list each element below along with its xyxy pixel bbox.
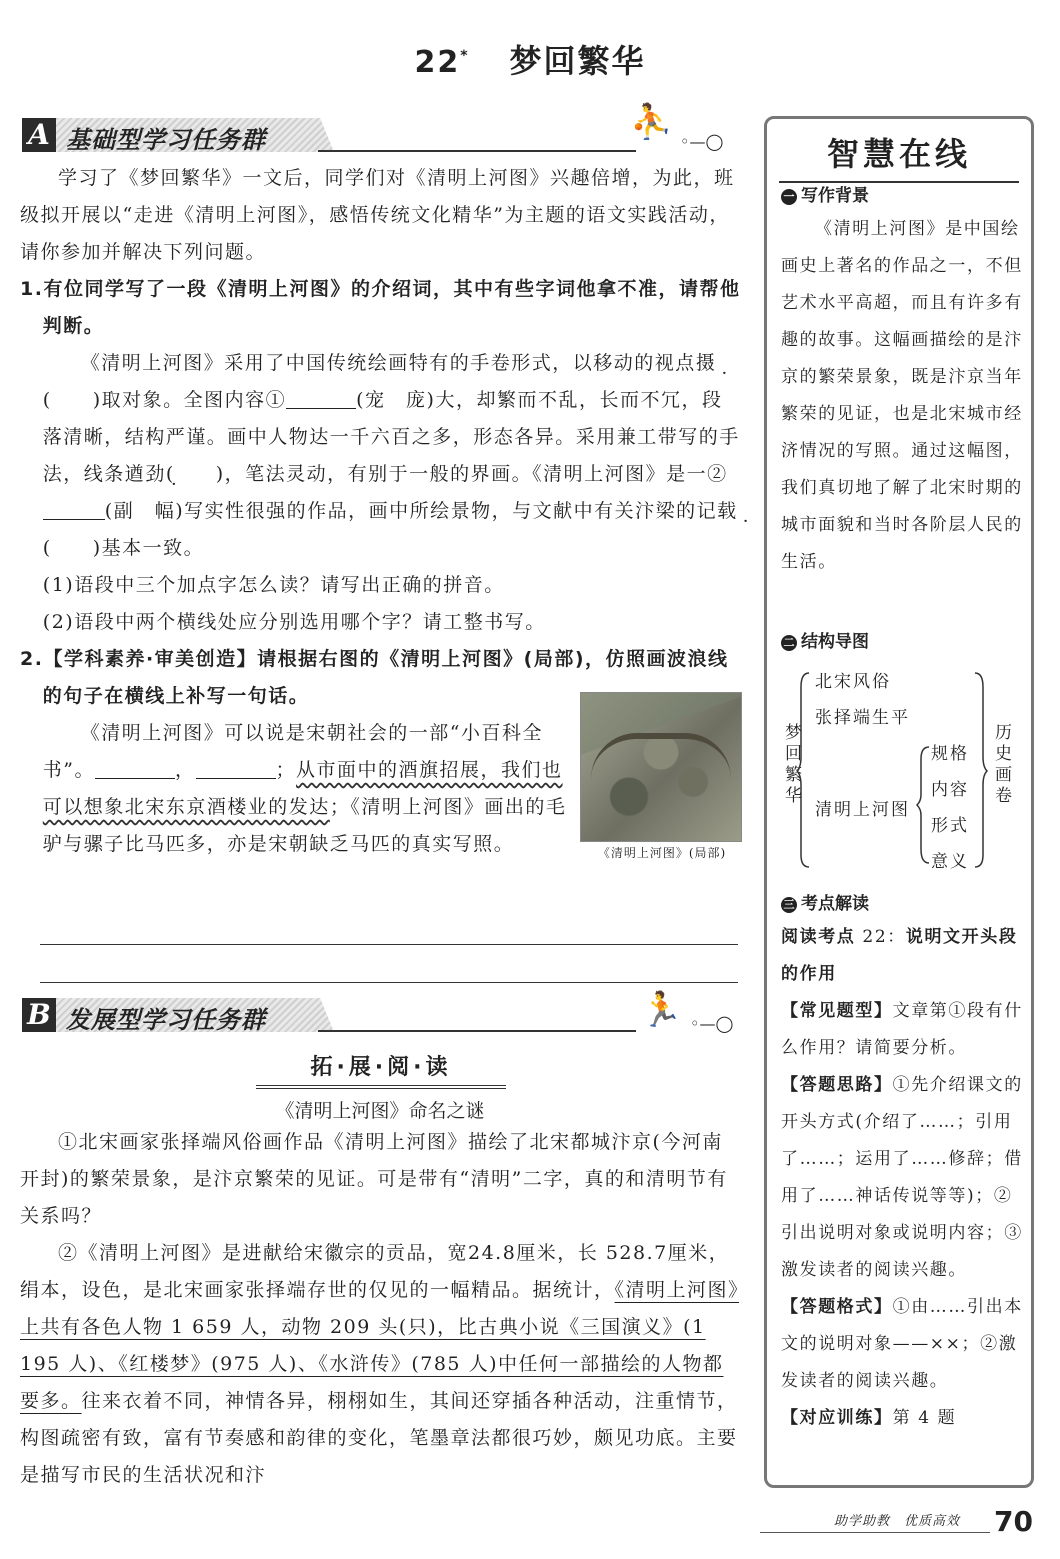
footer-slogan: 助学助教 优质高效 (833, 1514, 960, 1529)
q2-passage (20, 715, 573, 863)
reading-para-2 (20, 1235, 742, 1494)
blank-2[interactable] (43, 499, 105, 520)
dotted-char-1: 摄 (695, 352, 717, 374)
reading-text: 往来衣着不同，神情各异，栩栩如生，其间还穿插各种活动，注重情节，构图疏密有致，富有节奏感和韵律的变化，笔墨章法都很巧妙，颇见功底。主要是描写市民的生活状况和汴 (20, 1390, 738, 1486)
section-b-rule (318, 1030, 636, 1032)
answer-line-1[interactable] (40, 944, 738, 945)
q1-text: 《清明上河图》采用了中国传统绘画特有的手卷形式，以移动的视点 (80, 352, 696, 374)
blank-1[interactable] (286, 388, 356, 409)
runner-icon: 🏃 (640, 990, 683, 1030)
whistle-icon: ◦—◯ (690, 1014, 734, 1033)
reading-body (20, 1124, 742, 1494)
bullet-icon: 三 (781, 897, 797, 913)
tip-text: 文章第①段有什么作用？请简要分析。 (781, 1001, 1023, 1058)
tip-format (781, 1289, 1023, 1400)
map-item-a: 北宋风俗 (815, 672, 891, 692)
q2-stem: 请根据右图的《清明上河图》(局部)，仿照画波浪线的句子在横线上补写一句话。 (42, 648, 729, 707)
q1-sub1: (1)语段中三个加点字怎么读？请写出正确的拼音。 (42, 574, 505, 596)
tip-text: ①先介绍课文的开头方式(介绍了……；引用了……；运用了……修辞；借用了……神话传说等等)；②引出说明对象或说明内容；③激发读者的阅读兴趣。 (781, 1075, 1023, 1280)
section-a-label: 基础型学习任务群 (66, 126, 266, 154)
map-right: 历史画卷 (991, 723, 1011, 807)
dotted-char-3: 载 (717, 500, 738, 522)
section-a-banner (22, 118, 322, 152)
section-a-rule (318, 150, 636, 152)
q1-text: (宠 庞)大，却繁而不乱，长而不冗，段落清晰，结构严谨。画中人物达一千六百之多，形态各异。采用兼工带写的手法，线条遒 (42, 389, 740, 485)
lesson-title: 梦回繁华 (509, 42, 646, 80)
painting-image (580, 692, 742, 842)
footer-rule (760, 1532, 990, 1533)
whistle-icon: ◦—◯ (680, 132, 724, 151)
map-item-b: 张择端生平 (815, 708, 910, 728)
bullet-icon: 二 (781, 635, 797, 651)
answer-line-2[interactable] (40, 982, 738, 983)
q1-text: (副 幅)写实性很强的作品，画中所绘景物，与文献中有关汴梁的记 (104, 500, 718, 522)
kaodian-topic: 说明文开头段的作用 (781, 927, 1018, 984)
sidebar-heading-map (781, 627, 869, 652)
reading-text: ②《清明上河图》是进献给宋徽宗的贡品，宽24.8厘米，长 528.7厘米，绢本，设色，是北宋画家张择端存世的仅见的一幅精品。据统计， (20, 1242, 730, 1301)
kaodian-label: 阅读考点 (781, 927, 856, 947)
q1-number: 1. (20, 278, 44, 300)
tip-type (781, 993, 1023, 1067)
q2-text: ；《清明上河图》画出的毛驴与骡子比马匹多，亦是宋朝缺乏马匹的真实写照。 (42, 796, 567, 855)
tip-text: ①由……引出本文的说明对象——××；②激发读者的阅读兴趣。 (781, 1297, 1023, 1391)
tip-approach (781, 1067, 1023, 1289)
basketball-player-icon: ⛹ (630, 102, 673, 142)
section-b-banner (22, 998, 322, 1032)
sidebar (764, 116, 1034, 1488)
q2-blank-1[interactable] (95, 758, 175, 779)
image-caption: 《清明上河图》(局部) (597, 846, 727, 860)
section-b-label: 发展型学习任务群 (66, 1006, 266, 1034)
background-text (781, 211, 1023, 581)
reading-title: 《清明上河图》命名之谜 (275, 1100, 485, 1122)
heading-text: 写作背景 (801, 186, 869, 206)
q2-tag: 【学科素养·审美创造】 (43, 648, 258, 670)
underlined-sentence: 《清明上河图》上共有各色人物 1 659 人，动物 209 头(只)，比古典小说《三国演义》(1 195 人)、《红楼梦》(975 人)、《水浒传》(785 人)中任何一部描绘的人物都要多。 (20, 1279, 740, 1412)
kaodian-text (781, 919, 1023, 1437)
lesson-star: * (460, 48, 470, 65)
lesson-number: 22 (414, 45, 461, 80)
background-paragraph: 《清明上河图》是中国绘画史上著名的作品之一，不但艺术水平高超，而且有许多有趣的故事。这幅画描绘的是汴京的繁荣景象，既是汴京当年繁荣的见证，也是北宋城市经济情况的写照。通过这幅图，我们真切地了解了北宋时期的城市面貌和当时各阶层人民的生活。 (781, 219, 1023, 572)
intro-paragraph: 学习了《梦回繁华》一文后，同学们对《清明上河图》兴趣倍增，为此，班级拟开展以“走进《清明上河图》，感悟传统文化精华”为主题的语文实践活动，请你参加并解决下列问题。 (20, 167, 735, 263)
map-root: 梦回繁华 (781, 723, 801, 807)
q2-number: 2. (20, 648, 44, 670)
sidebar-title: 智慧在线 (779, 129, 1019, 183)
q1-passage (20, 345, 742, 567)
q2-comma: ， (175, 759, 196, 781)
tip-text: 第 4 题 (892, 1408, 957, 1428)
map-c-item-3: 形式 (931, 816, 969, 836)
section-a-letter: A (22, 118, 56, 152)
bridge-shape (591, 733, 731, 779)
q2-blank-2[interactable] (196, 758, 276, 779)
q1-text: ( )取对象。全图内容① (42, 389, 287, 411)
sidebar-heading-background (781, 181, 869, 206)
section-b-letter: B (22, 998, 56, 1032)
dotted-char-2: 劲 (145, 463, 166, 485)
kaodian-number: 22： (855, 927, 906, 947)
q1-sub2: (2)语段中两个横线处应分别选用哪个字？请工整书写。 (42, 611, 546, 633)
reading-heading (256, 1050, 506, 1089)
heading-text: 考点解读 (801, 894, 869, 914)
q1-text: ( )，笔法灵动，有别于一般的界画。《清明上河图》是一② (165, 463, 728, 485)
tip-label: 【答题格式】 (781, 1297, 893, 1317)
q2-text: 《清明上河图》可以说是宋朝社会的一部“小百科全书”。 (42, 722, 544, 781)
reading-para-1: ①北宋画家张择端风俗画作品《清明上河图》描绘了北宋都城汴京(今河南开封)的繁荣景象，是汴京繁荣的见证。可是带有“清明”二字，真的和清明节有关系吗？ (20, 1131, 728, 1227)
tip-training (781, 1400, 1023, 1437)
tip-label: 【常见题型】 (781, 1001, 893, 1021)
q2-semicolon: ； (275, 759, 297, 781)
map-c-item-2: 内容 (931, 780, 969, 800)
kaodian-line (781, 919, 1023, 993)
wavy-sentence: 从市面中的酒旗招展，我们也可以想象北宋东京酒楼业的发达 (42, 759, 563, 818)
sidebar-heading-kaodian (781, 889, 869, 914)
map-c-item-1: 规格 (931, 744, 969, 764)
page-title (0, 36, 1060, 82)
map-c-item-4: 意义 (931, 852, 969, 872)
tip-label: 【答题思路】 (781, 1075, 893, 1095)
q1-stem: 有位同学写了一段《清明上河图》的介绍词，其中有些字词他拿不准，请帮他判断。 (42, 278, 741, 337)
map-item-c: 清明上河图 (815, 800, 910, 820)
question-1 (20, 271, 742, 345)
q1-text: ( )基本一致。 (42, 537, 205, 559)
page-number: 70 (994, 1505, 1033, 1538)
tip-label: 【对应训练】 (781, 1408, 893, 1428)
reading-heading-text: 拓·展·阅·读 (310, 1055, 452, 1080)
heading-text: 结构导图 (801, 632, 869, 652)
bullet-icon: 一 (781, 189, 797, 205)
